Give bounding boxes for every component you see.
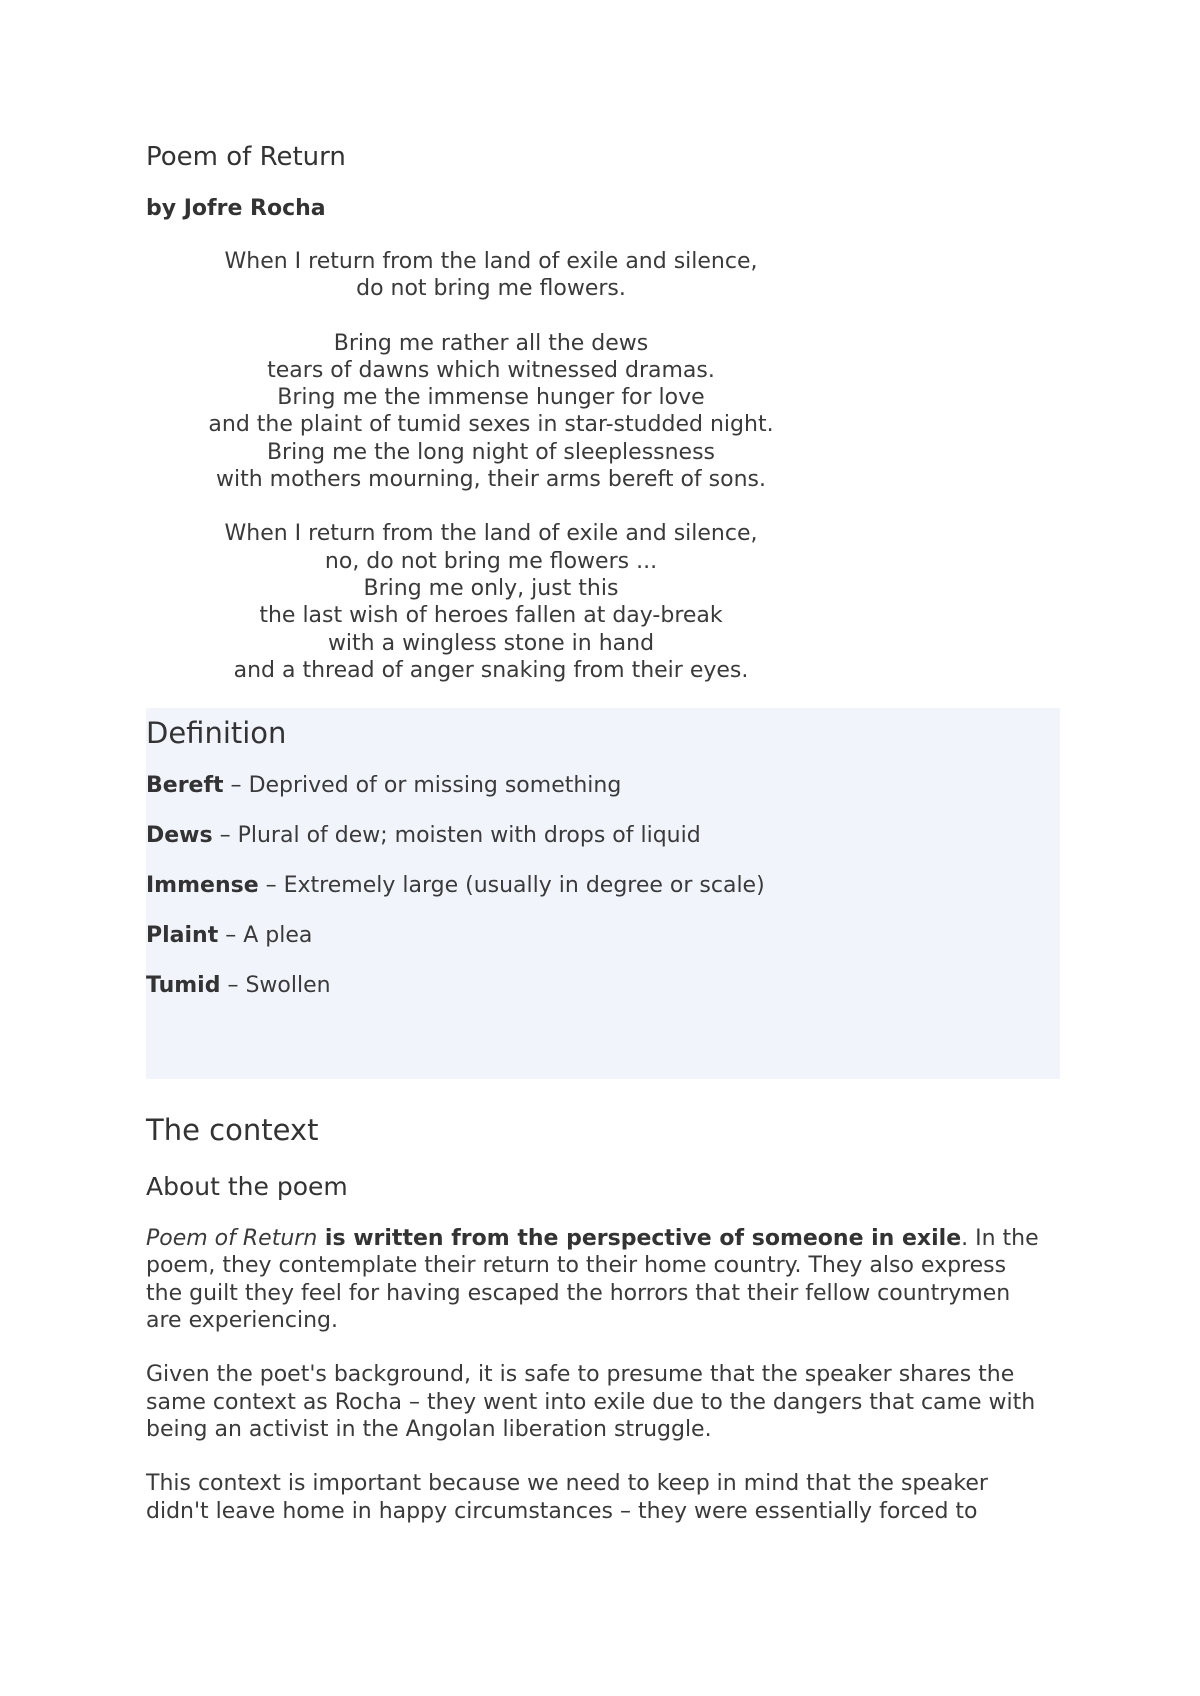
bold-statement: is written from the perspective of someone in exile <box>317 1226 962 1252</box>
poem-author: by Jofre Rocha <box>146 196 326 221</box>
definition-item <box>146 872 1060 900</box>
poem-line: When I return from the land of exile and silence, <box>224 521 758 547</box>
about-poem-heading: About the poem <box>146 1172 348 1202</box>
poem-line: do not bring me flowers. <box>356 276 626 302</box>
document-page <box>146 140 1060 1525</box>
poem-title-italic: Poem of Return <box>146 1226 318 1252</box>
definition-meaning: Swollen <box>245 973 331 999</box>
poem-line: the last wish of heroes fallen at day-break <box>259 603 723 629</box>
poem-line: with mothers mourning, their arms bereft of sons. <box>216 467 766 493</box>
poem-stanza <box>146 248 836 303</box>
context-paragraph-1 <box>146 1225 1046 1334</box>
definition-separator: – <box>218 923 244 949</box>
paragraph-text: . In the poem, they contemplate their return to their home country. They also express the guilt they feel for having escaped the horrors that their fellow countrymen are experiencing. <box>146 1226 1039 1334</box>
poem-line: When I return from the land of exile and silence, <box>224 249 758 274</box>
definition-item <box>146 822 1060 850</box>
definition-heading: Definition <box>146 716 287 751</box>
definition-item <box>146 772 1060 800</box>
poem-line: Bring me the long night of sleeplessness <box>266 439 716 465</box>
poem-line: Bring me the immense hunger for love <box>277 385 705 411</box>
definition-separator: – <box>212 823 238 849</box>
definition-item <box>146 972 1060 1000</box>
context-heading: The context <box>146 1113 319 1148</box>
context-paragraph-3: This context is important because we need to keep in mind that the speaker didn't leave home in happy circumstances – they were essentially forced to <box>146 1471 988 1524</box>
definition-term: Dews <box>146 823 213 849</box>
context-paragraph-2: Given the poet's background, it is safe to presume that the speaker shares the same context as Rocha – they went into exile due to the dangers that came with being an activist in the Angolan liberation struggle. <box>146 1362 1036 1442</box>
poem-line: Bring me only, just this <box>363 575 619 601</box>
poem-title: Poem of Return <box>146 142 346 172</box>
definition-meaning: A plea <box>243 923 313 949</box>
definition-separator: – <box>258 873 284 899</box>
definition-item <box>146 922 1060 950</box>
poem-line: and a thread of anger snaking from their eyes. <box>233 657 749 683</box>
poem-line: Bring me rather all the dews <box>333 330 649 356</box>
poem-line: with a wingless stone in hand <box>327 630 655 656</box>
definition-term: Bereft <box>146 773 224 799</box>
definition-meaning: Plural of dew; moisten with drops of liquid <box>237 823 701 849</box>
definition-separator: – <box>220 973 246 999</box>
definition-separator: – <box>223 773 249 799</box>
poem-stanza <box>146 520 836 684</box>
poem-line: no, do not bring me flowers ... <box>324 548 658 574</box>
definition-term: Immense <box>146 873 259 899</box>
poem-line: tears of dawns which witnessed dramas. <box>267 357 715 383</box>
definition-meaning: Deprived of or missing something <box>248 773 622 799</box>
definition-term: Plaint <box>146 923 219 949</box>
poem-stanza <box>146 330 836 494</box>
poem-line: and the plaint of tumid sexes in star-studded night. <box>208 412 774 438</box>
poem-body <box>146 248 836 684</box>
definition-term: Tumid <box>146 973 221 999</box>
definition-meaning: Extremely large (usually in degree or scale) <box>283 873 765 899</box>
definition-box <box>146 708 1060 1079</box>
